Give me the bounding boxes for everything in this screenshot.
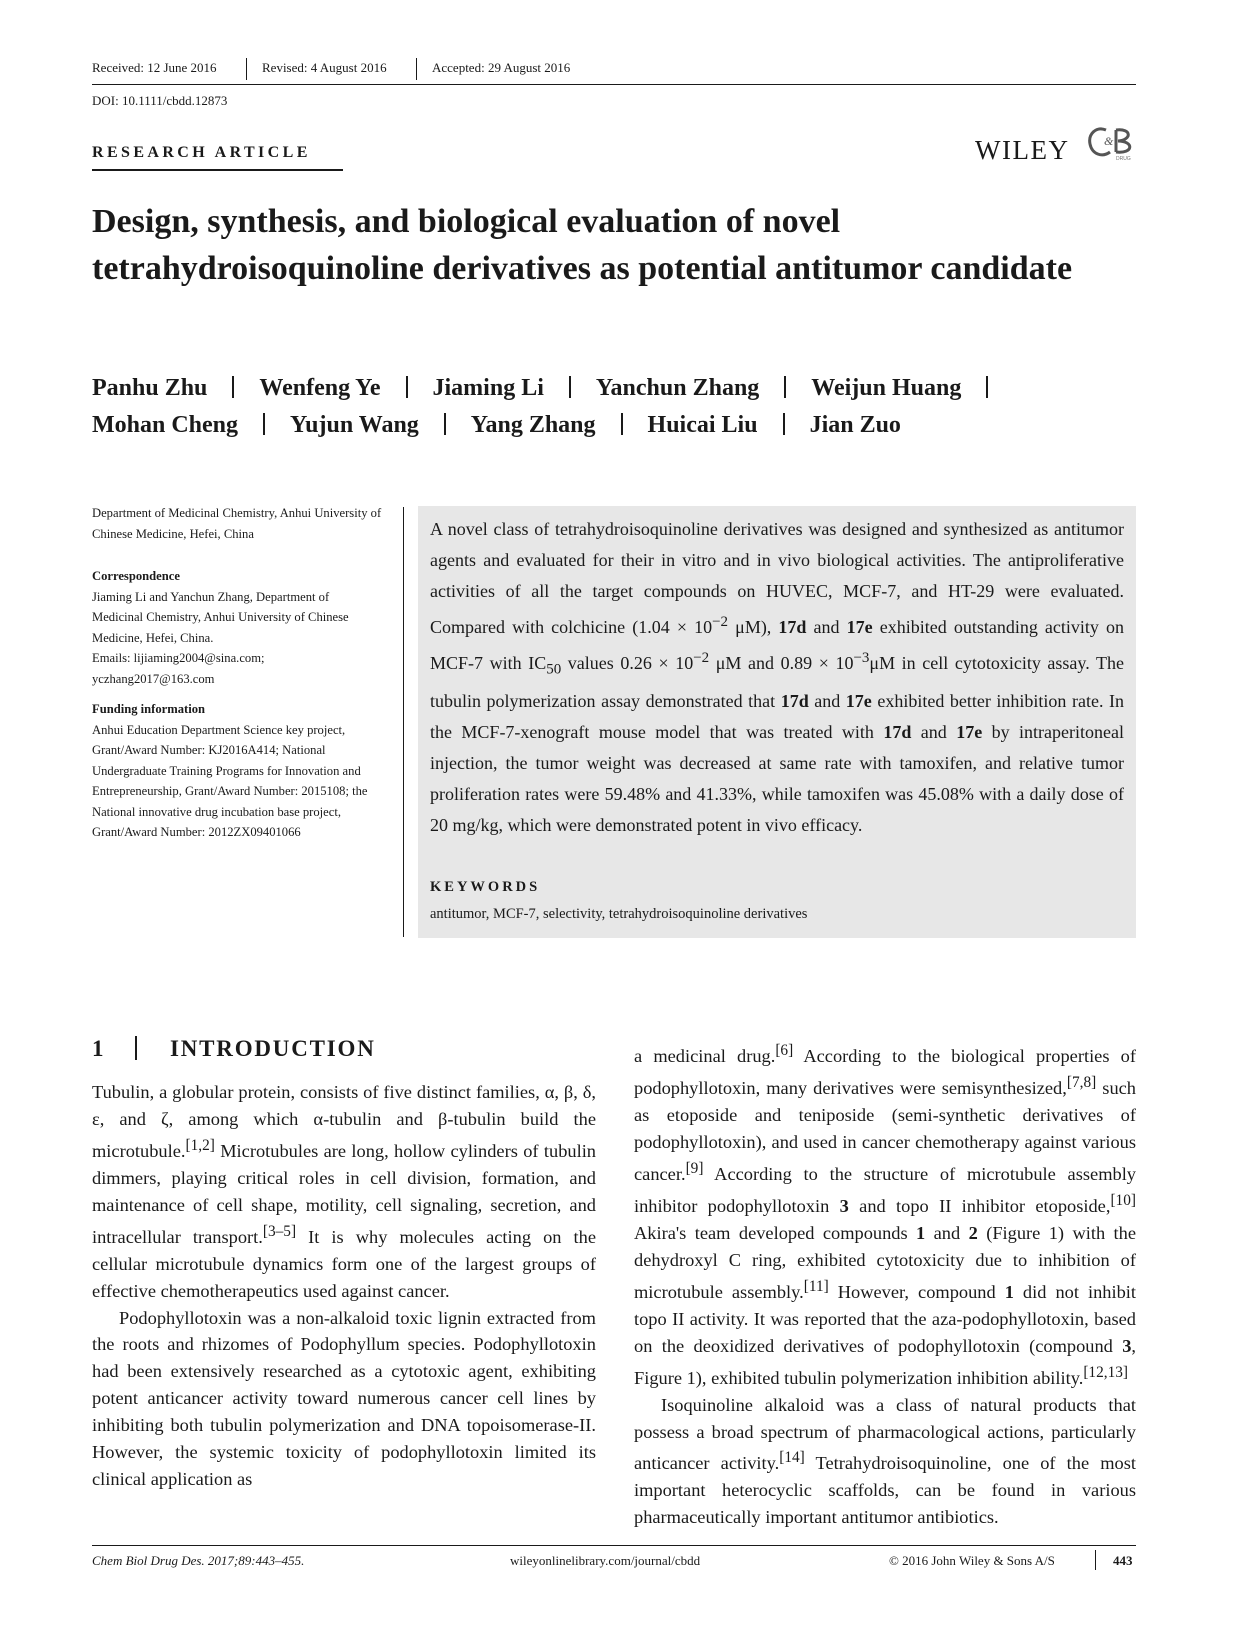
funding-heading: Funding information [92, 702, 206, 716]
paragraph: a medicinal drug.[6] According to the biological properties of podophyllotoxin, many derivatives were semisynthesized,[7,8] such as etoposide and teniposide (semi-synthetic derivatives of podophyllotoxin), and used in cancer chemotherapy against various cancer.[9] According to the structure of microtubule assembly inhibitor podophyllotoxin 3 and topo II inhibitor etoposide,[10] Akira's team developed compounds 1 and 2 (Figure 1) with the dehydroxyl C ring, exhibited cytotoxicity due to inhibition of microtubule assembly.[11] However, compound 1 did not inhibit topo II activity. It was reported that the aza-podophyllotoxin, based on the deoxidized derivatives of podophyllotoxin (compound 3, Figure 1), exhibited tubulin polymerization inhibition ability.[12,13] [634, 1042, 1137, 1388]
author-name: Panhu Zhu [92, 375, 208, 401]
compound-17e: 17e [956, 721, 983, 742]
compound-17e: 17e [846, 617, 873, 637]
correspondence-block [92, 566, 382, 689]
author-name: Yang Zhang [470, 412, 596, 438]
author-separator [784, 376, 786, 398]
author-name: Yanchun Zhang [595, 375, 760, 401]
doi: DOI: 10.1111/cbdd.12873 [92, 93, 228, 108]
funding-block [92, 699, 382, 843]
correspondence-emails: Emails: lijiaming2004@sina.com; yczhang2017@163.com [92, 651, 265, 686]
article-type: RESEARCH ARTICLE [92, 144, 311, 161]
journal-logo-icon [1086, 124, 1138, 164]
section-heading-divider [135, 1036, 137, 1060]
body-right-column [634, 1038, 1136, 1531]
citation: [10] [1110, 1191, 1136, 1209]
author-name: Wenfeng Ye [259, 375, 381, 401]
author-separator [783, 413, 785, 435]
author-separator [444, 413, 446, 435]
author-name: Jian Zuo [809, 412, 901, 438]
correspondence-text: Jiaming Li and Yanchun Zhang, Department of Medicinal Chemistry, Anhui University of Chinese Medicine, Hefei, China. [92, 589, 349, 645]
footer-divider [1095, 1550, 1096, 1570]
compound-17d: 17d [780, 690, 809, 711]
publisher-logo: WILEY [975, 135, 1070, 165]
affiliation-text: Department of Medicinal Chemistry, Anhui University of Chinese Medicine, Hefei, China [92, 506, 382, 541]
body-left-column [92, 1079, 596, 1493]
author-name: Huicai Liu [647, 412, 758, 438]
author-separator [232, 376, 234, 398]
citation: [3–5] [262, 1222, 297, 1240]
author-name: Yujun Wang [290, 412, 419, 438]
keywords-list: antitumor, MCF-7, selectivity, tetrahydroisoquinoline derivatives [430, 906, 808, 922]
citation: [12,13] [1083, 1363, 1129, 1381]
paragraph: Tubulin, a globular protein, consists of five distinct families, α, β, δ, ε, and ζ, among which α-tubulin and β-tubulin build the microtubule.[1,2] Microtubules are long, hollow cylinders of tubulin dimmers, playing critical roles in cell division, formation, and maintenance of cell shape, motility, cell signaling, secretion, and intracellular transport.[3–5] It is why molecules acting on the cellular microtubule dynamics form one of the largest groups of effective chemotherapeutics used against cancer. [92, 1082, 596, 1301]
side-column-divider [403, 507, 404, 937]
author-name: Jiaming Li [432, 375, 544, 401]
copyright: © 2016 John Wiley & Sons A/S [889, 1553, 1055, 1568]
header-rule [92, 84, 1136, 85]
header-divider [416, 58, 417, 80]
citation: [6] [775, 1042, 794, 1059]
abstract-text: A novel class of tetrahydroisoquinoline derivatives was designed and synthesized as antitumor agents and evaluated for their in vitro and in vivo biological activities. The antiproliferative activities of all the target compounds on HUVEC, MCF-7, and HT-29 were evaluated. Compared with colchicine ($1.04 \times 10^{-2}$ μM), 17d and 17e exhibited outstanding activity on MCF-7 with $IC_{50}$ values $0.26 \times 10^{-2}$ μM and $0.89 \times 10^{-3}\mu M$ in cell cytotoxicity assay. The tubulin polymerization assay demonstrated that 17d and 17e exhibited better inhibition rate. In the MCF-7-xenograft mouse model that was treated with 17d and 17e by intraperitoneal injection, the tumor weight was decreased at same rate with tamoxifen, and relative tumor proliferation rates were 59.48% and 41.33%, while tamoxifen was 45.08% with a daily dose of 20 mg/kg, which were demonstrated potent in vivo efficacy. [430, 519, 1125, 835]
author-separator [986, 376, 988, 398]
revised-date: Revised: 4 August 2016 [262, 60, 387, 75]
paragraph: Podophyllotoxin was a non-alkaloid toxic lignin extracted from the roots and rhizomes of Podophyllum species. Podophyllotoxin had been extensively researched as a cytotoxic agent, exhibiting potent anticancer activity toward numerous cancer cell lines by inhibiting both tubulin polymerization and DNA topoisomerase-II. However, the systemic toxicity of podophyllotoxin limited its clinical application as [92, 1307, 596, 1489]
article-type-underline [92, 169, 343, 171]
received-date: Received: 12 June 2016 [92, 60, 217, 75]
paragraph: Isoquinoline alkaloid was a class of natural products that possess a broad spectrum of pharmacological actions, particularly anticancer activity.[14] Tetrahydroisoquinoline, one of the most important heterocyclic scaffolds, can be found in various pharmaceutically important antitumor antibiotics. [634, 1394, 1136, 1528]
correspondence-heading: Correspondence [92, 569, 180, 583]
author-list-line-1 [92, 375, 1142, 402]
keywords-heading: KEYWORDS [430, 879, 541, 895]
journal-url: wileyonlinelibrary.com/journal/cbdd [510, 1553, 701, 1568]
journal-citation: Chem Biol Drug Des. 2017;89:443–455. [92, 1553, 305, 1568]
author-list-line-2 [92, 412, 1142, 439]
funding-text: Anhui Education Department Science key project, Grant/Award Number: KJ2016A414; National Undergraduate Training Programs for Innovation and Entrepreneurship, Grant/Award Number: 2015108; the National innovative drug incubation base project, Grant/Award Number: 2012ZX09401066 [92, 722, 368, 839]
compound-17d: 17d [778, 617, 807, 637]
section-title: INTRODUCTION [170, 1036, 376, 1061]
svg-text:&: & [1104, 134, 1114, 148]
author-name: Weijun Huang [811, 375, 962, 401]
affiliation [92, 503, 382, 544]
page-number: 443 [1113, 1553, 1133, 1568]
citation: [7,8] [1066, 1074, 1097, 1092]
footer-rule [92, 1545, 1136, 1546]
header-divider [246, 58, 247, 80]
author-separator [263, 413, 265, 435]
author-separator [569, 376, 571, 398]
section-number: 1 [92, 1036, 104, 1061]
citation: [9] [685, 1159, 704, 1177]
citation: [1,2] [185, 1136, 215, 1154]
compound-17e: 17e [845, 690, 872, 711]
author-separator [406, 376, 408, 398]
citation: [14] [779, 1449, 805, 1467]
compound-17d: 17d [883, 721, 912, 742]
author-name: Mohan Cheng [92, 412, 239, 438]
article-title: Design, synthesis, and biological evaluation of novel tetrahydroisoquinoline derivatives as potential antitumor candidate [92, 203, 1073, 287]
svg-text:DRUG: DRUG [1116, 156, 1131, 162]
accepted-date: Accepted: 29 August 2016 [432, 60, 571, 75]
author-separator [621, 413, 623, 435]
citation: [11] [803, 1277, 829, 1295]
